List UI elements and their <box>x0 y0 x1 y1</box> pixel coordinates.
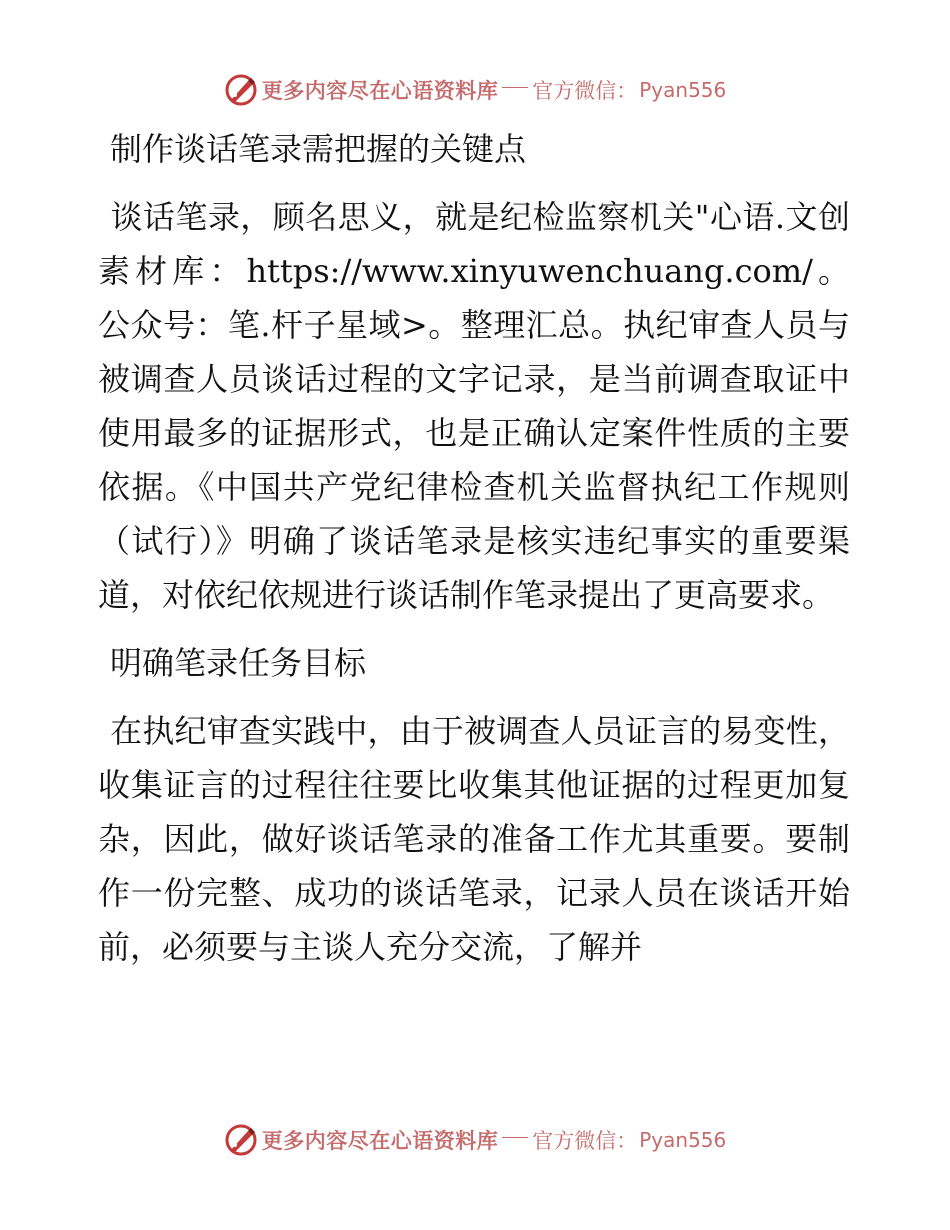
banner-slogan: 更多内容尽在心语资料库 <box>261 78 499 103</box>
footer-banner <box>0 1120 950 1160</box>
banner-dash <box>502 87 528 88</box>
paragraph-intro-text: 谈话笔录，顾名思义，就是纪检监察机关"心语.文创素材库：https://www.xinyuwenchuang.com/。公众号：笔.杆子星域>。整理汇总。执纪审查人员与被调查人员谈话过程的文字记录，是当前调查取证中使用最多的证据形式，也是正确认定案件性质的主要依据。《中国共产党纪律检查机关监督执纪工作规则（试行）》明确了谈话笔录是核实违纪事实的重要渠道，对依纪依规进行谈话制作笔录提出了更高要求。 <box>98 198 850 614</box>
banner-wechat-label: 官方微信： <box>532 79 638 103</box>
banner-slogan: 更多内容尽在心语资料库 <box>261 1128 499 1153</box>
document-body <box>98 122 850 988</box>
section-heading-key-points: 制作谈话笔录需把握的关键点 <box>110 130 527 168</box>
header-banner <box>0 70 950 110</box>
banner-content <box>224 1123 727 1157</box>
paragraph-task-goal-text: 在执纪审查实践中，由于被调查人员证言的易变性，收集证言的过程往往要比收集其他证据的过程更加复杂，因此，做好谈话笔录的准备工作尤其重要。要制作一份完整、成功的谈话笔录，记录人员在谈话开始前，必须要与主谈人充分交流，了解并 <box>98 712 850 966</box>
paragraph-task-goal <box>98 704 850 974</box>
banner-wechat-id: Pyan556 <box>639 78 727 102</box>
banner-content <box>224 73 727 107</box>
banner-wechat-id: Pyan556 <box>639 1128 727 1152</box>
paragraph-intro <box>98 190 850 622</box>
banner-wechat-label: 官方微信： <box>532 1129 638 1153</box>
pen-logo-icon <box>224 73 258 107</box>
banner-dash <box>502 1137 528 1138</box>
section-heading-task-goal: 明确笔录任务目标 <box>110 644 367 682</box>
pen-logo-icon <box>224 1123 258 1157</box>
